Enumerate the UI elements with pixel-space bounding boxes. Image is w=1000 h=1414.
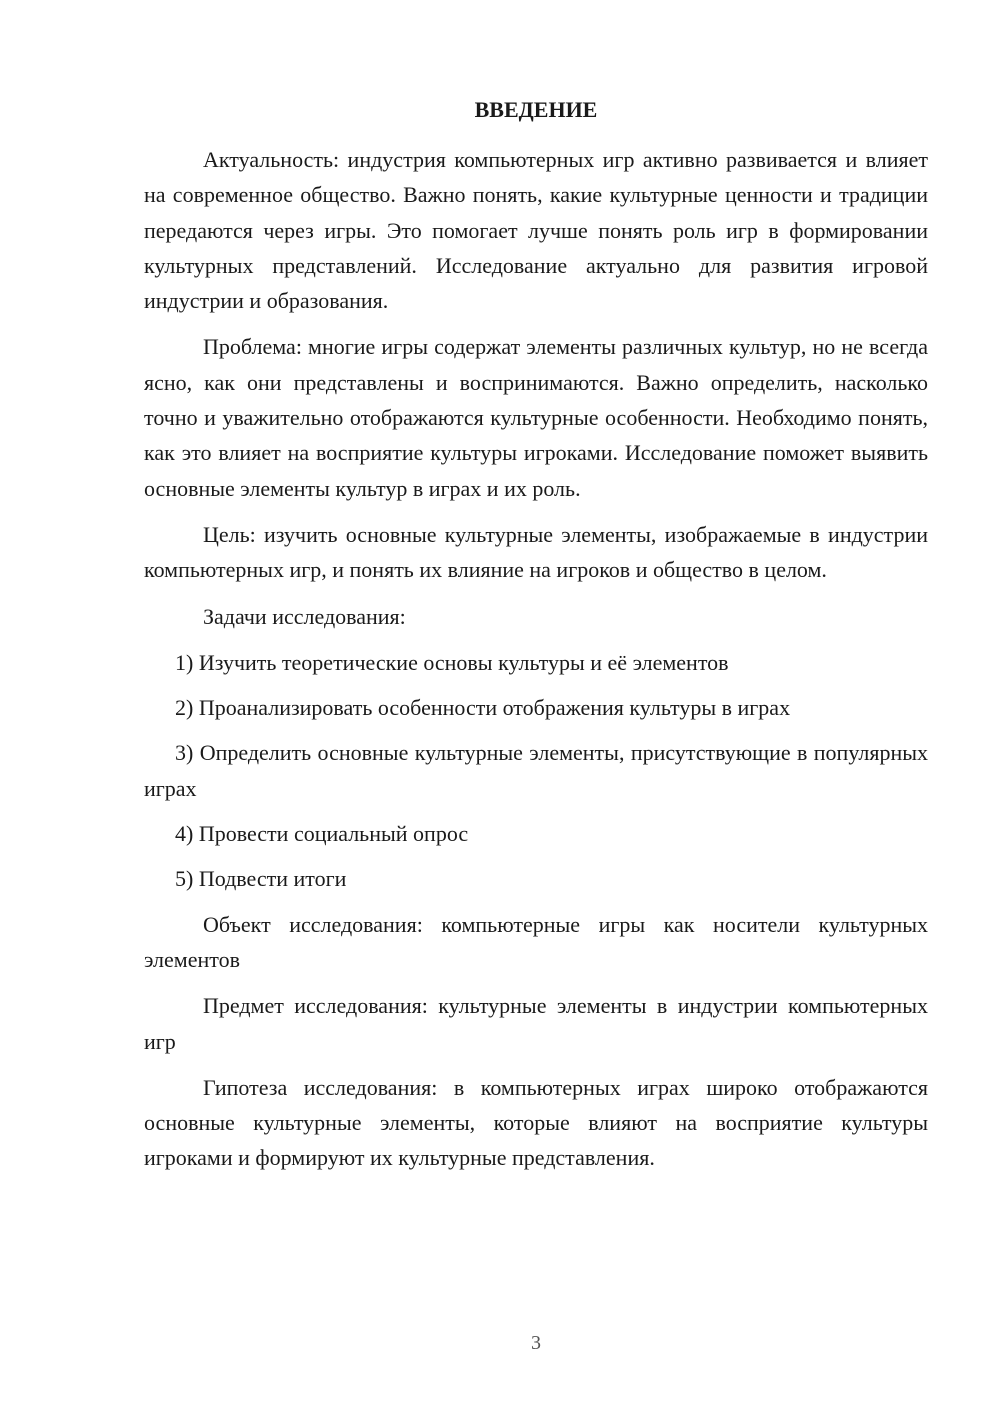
problem-paragraph: Проблема: многие игры содержат элементы различных культур, но не всегда ясно, как они представлены и воспринимаются. Важно определить, насколько точно и уважительно отображаются культурные особенности. Необходимо понять, как это влияет на восприятие культуры игроками. Исследование поможет выявить основные элементы культур в играх и их роль. (144, 334, 928, 501)
task-item-5: 5) Подвести итоги (175, 866, 347, 892)
subject-paragraph: Предмет исследования: культурные элементы в индустрии компьютерных игр (144, 993, 928, 1054)
task-item-1: 1) Изучить теоретические основы культуры и её элементов (175, 649, 729, 675)
relevance-paragraph: Актуальность: индустрия компьютерных игр активно развивается и влияет на современное общество. Важно понять, какие культурные ценности и традиции передаются через игры. Это помогает лучше понять роль игр в формировании культурных представлений. Исследование актуально для развития игровой индустрии и образования. (144, 147, 928, 314)
page-title: ВВЕДЕНИЕ (474, 97, 598, 122)
goal-paragraph: Цель: изучить основные культурные элементы, изображаемые в индустрии компьютерных игр, и понять их влияние на игроков и общество в целом. (144, 521, 928, 583)
task-item-2: 2) Проанализировать особенности отображения культуры в играх (175, 695, 791, 721)
object-paragraph: Объект исследования: компьютерные игры как носители культурных элементов (144, 911, 928, 972)
page-body (144, 92, 928, 1187)
tasks-heading: Задачи исследования: (203, 603, 406, 629)
page-number: 3 (531, 1332, 541, 1354)
task-item-4: 4) Провести социальный опрос (175, 821, 469, 847)
hypothesis-paragraph: Гипотеза исследования: в компьютерных играх широко отображаются основные культурные элементы, которые влияют на восприятие культуры игроками и формируют их культурные представления. (144, 1074, 928, 1171)
task-item-3: 3) Определить основные культурные элементы, присутствующие в популярных играх (144, 740, 928, 801)
